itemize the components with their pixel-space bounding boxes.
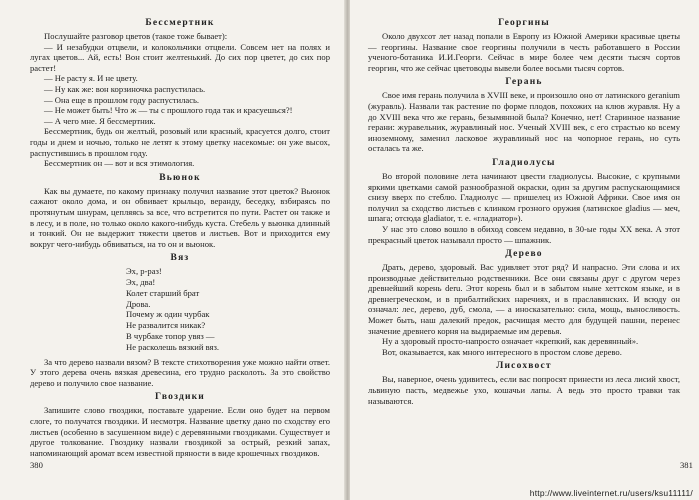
paragraph: Бессмертник, будь он желтый, розовый или красный, красуется долго, стоит годы и днем и ночью, только не летят к этому цветку насекомые: он уже высох, распустившись в прошлом году. (30, 126, 330, 158)
paragraph: У нас это слово вошло в обиход совсем недавно, в 30-ые годы XX века. А этот прекрасный цветок называлл просто — шпажник. (368, 223, 680, 245)
paragraph: — Она еще в прошлом году распустилась. (44, 94, 200, 105)
poem-line: В чурбаке топор увяз — (126, 331, 215, 342)
right-page-column (368, 14, 680, 406)
page-number-left: 380 (30, 460, 43, 470)
paragraph: Послушайте разговор цветов (такое тоже бывает): (44, 31, 228, 41)
poem-line: Колет старший брат (126, 287, 200, 298)
poem-line: Не развалится никак? (126, 320, 206, 331)
paragraph: — Не расту я. И не цвету. (44, 73, 138, 84)
section-title-carnations: Гвоздики (155, 392, 205, 403)
right-page (350, 0, 699, 500)
paragraph: — Ну как же: вон корзиночка распустилась. (44, 83, 206, 94)
paragraph: — А чего мне. Я бессмертник. (44, 115, 156, 126)
paragraph: Бессмертник он — вот и вся этимология. (44, 158, 195, 169)
section-title-geranium: Герань (505, 77, 543, 88)
paragraph: Как вы думаете, по какому признаку получил название этот цветок? Вьюнок сажают около дома, и он обвивает крыльцо, веранду, беседку, взбираясь по протянутым шнурам, цепляясь за все, что встретится по пути. Растет он также и в лесу, и в поле, но только около какого-нибудь куста. Стебель у вьюнка длинный и тонкий. Он не выдержит тяжести цветов и листьев. Вот и приходится ему вокруг чего-нибудь обвиваться, на то он и вьюнок. (30, 185, 330, 249)
paragraph: Драть, дерево, здоровый. Вас удивляет этот ряд? И напрасно. Эти слова и их производные действительно родственники. Все они связаны друг с другом через древнейший корень deru. Этот корень был и в забытом ныне хеттском языке, и в древнегреческом, и в прибалтийских наречиях, и в праславянских. И всюду он означал: лес, дерево, дуб, смола, — а иносказательно: сила, мощь, выносливость. Может быть, наш далекий предок, расчищая место для будущей пашни, перенес значение древнего корня на выдираемые им деревья. (368, 262, 680, 336)
poem-line: Не расколешь вязкий вяз. (126, 341, 220, 352)
poem (126, 266, 330, 352)
poem-line: Эх, р-раз! (126, 266, 162, 277)
section-title-immortelle: Бессмертник (145, 18, 215, 28)
poem-line: Дрова. (126, 298, 151, 309)
paragraph: За что дерево назвали вязом? В тексте стихотворения уже можно найти ответ. У этого дерева очень вязкая древесина, его трудно расколоть. За это свойство дерево и получило свое название. (30, 356, 330, 388)
section-title-tree: Дерево (505, 249, 543, 260)
poem-line: Почему ж один чурбак (126, 309, 210, 320)
section-title-gladiolus: Гладиолусы (492, 157, 556, 168)
page-number-right: 381 (680, 460, 693, 470)
paragraph: Свое имя герань получила в XVIII веке, и произошло оно от латинского geranium (журавль). Назвали так растение по форме плодов, похожих на клюв журавля. Ну а до XVIII века что же герань, безымянной была? Конечно, нет! Старинное название герани: журавельник, журавлиный нос. Ученый XVIII век, с его страстью ко всему иноземному, заменил ласковое журавлиный нос на чопорное герань, но суть осталась та же. (368, 90, 680, 154)
left-page (0, 0, 346, 500)
paragraph: Ну а здоровый просто-напросто означает «крепкий, как деревянный». (382, 336, 639, 347)
paragraph: Запишите слово гвоздики, поставьте ударение. Если оно будет на первом слоге, то получатся гвоздики. И несмотря. Название цветку дано по сходству его листьев (особенно в засушенном виде) с деревянными гвоздиками. Существует и другое толкование. Гвоздику назвали гвоздикой за острый, резкий запах, напоминающий аромат всем известной пряности в виде крошечных гвоздиков. (30, 405, 330, 458)
left-page-column (30, 14, 330, 458)
section-title-bindweed: Вьюнок (159, 172, 201, 183)
watermark-url (350, 488, 699, 498)
paragraph: — И незабудки отцвели, и колокольчики отцвели. Совсем нет на полях и лугах цветов... Ай, есть! Вон стоит желтенький. До сих пор цветет, до сих пор растет! (30, 41, 330, 73)
section-title-dahlias: Георгины (498, 18, 550, 28)
section-title-elm: Вяз (170, 253, 190, 264)
watermark-url-text: http://www.liveinternet.ru/users/ksu11111/ (529, 488, 693, 498)
paragraph: Во второй половине лета начинают цвести гладиолусы. Высокие, с крупными яркими цветками самой разнообразной окраски, один за другим распускающимися снизу вверх по стеблю. Гладиолус — пришелец из Южной Африки. Свое имя он получил за сходство листьев с клинком грозного оружия (латинское gladius — меч, шпага; отсюда gladiator, т. е. «гладиатор»). (368, 170, 680, 224)
section-title-foxtail: Лисохвост (496, 361, 552, 372)
poem-line: Эх, два! (126, 277, 156, 288)
paragraph: Вы, наверное, очень удивитесь, если вас попросят принести из леса лисий хвост, львиную пасть, медвежье ухо, кошачьи лапы. А ведь это просто травки так называются. (368, 374, 680, 406)
paragraph: — Не может быть! Что ж — ты с прошлого года так и красуешься?! (44, 105, 293, 116)
paragraph: Вот, оказывается, как много интересного в простом слове дерево. (382, 346, 622, 357)
paragraph: Около двухсот лет назад попали в Европу из Южной Америки красивые цветы — георгины. Название свое георгины получили в честь работавшего в России ученого-ботаника И.И.Георги. Сейчас в мире более чем десяти тысяч сортов георгин, что же сейчас цветоводы вывели более восьми тысяч сортов. (368, 31, 680, 73)
